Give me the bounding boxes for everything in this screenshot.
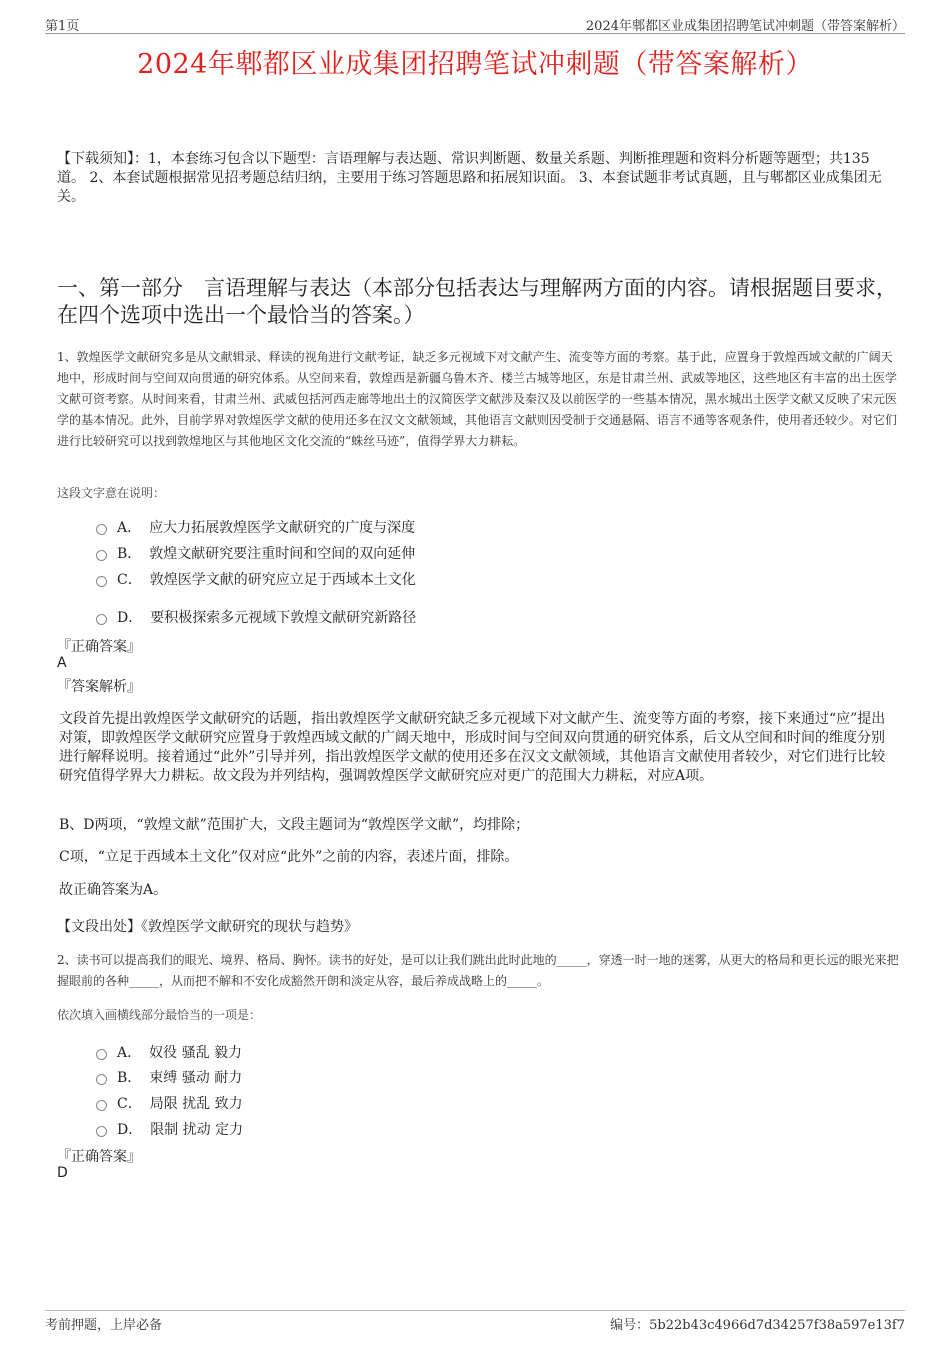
correct-answer: D (57, 1165, 68, 1181)
option-letter: B． (117, 546, 142, 562)
answer-label: 『正确答案』 (57, 639, 141, 655)
answer-label: 『正确答案』 (57, 1149, 141, 1165)
option-text: 限制 扰动 定力 (150, 1122, 244, 1138)
question-1-text: 1、敦煌医学文献研究多是从文献辑录、释读的视角进行文献考证，缺乏多元视域下对文献产生、流变等方面的考察。基于此，应置身于敦煌西域文献的广阔天地中，形成时间与空间双向贯通的研究体系。从空间来看，敦煌西是新疆乌鲁木齐、楼兰古城等地区，东是甘肃兰州、武威等地区，这些地区有丰富的出土医学文献可资考察。从时间来看，甘肃兰州、武威包括河西走廊等地出土的汉简医学文献涉及秦汉及以前医学的一些基本情况，黑水城出土医学文献又反映了宋元医学的基本情况。此外，目前学界对敦煌医学文献的使用还多在汉文文献领域，其他语言文献则因受制于交通悬隔、语言不通等客观条件，使用者还较少。对它们进行比较研究可以找到敦煌地区与其他地区文化交流的“蛛丝马迹”，值得学界大力耕耘。 (57, 350, 898, 448)
page-number: 第1页 (45, 19, 80, 34)
footer-slogan: 考前押题，上岸必备 (45, 1318, 163, 1333)
option-letter: D． (117, 610, 143, 626)
footer-divider (45, 1310, 905, 1311)
radio-icon[interactable] (96, 524, 107, 535)
option-text: 局限 扰乱 致力 (149, 1096, 243, 1112)
option-letter: A． (117, 520, 142, 536)
question-2-text: 2、读书可以提高我们的眼光、境界、格局、胸怀。读书的好处，是可以让我们跳出此时此地的_____，穿透一时一地的迷雾，从更大的格局和更长远的眼光来把握眼前的各种_____，从而把不解和不安化成豁然开朗和淡定从容，最后养成战略上的_____。 (57, 953, 899, 988)
question-2-option-c[interactable] (96, 1093, 243, 1113)
radio-icon[interactable] (96, 1074, 107, 1085)
option-text: 要积极探索多元视域下敦煌文献研究新路径 (150, 610, 417, 626)
option-text: 敦煌文献研究要注重时间和空间的双向延伸 (149, 546, 416, 562)
option-text: 束缚 骚动 耐力 (149, 1070, 243, 1086)
question-2-prompt: 依次填入画横线部分最恰当的一项是： (57, 1008, 262, 1022)
running-header-title: 2024年郫都区业成集团招聘笔试冲刺题（带答案解析） (585, 19, 905, 34)
header-divider (45, 33, 905, 34)
analysis-paragraph: B、D两项，“敦煌文献”范围扩大，文段主题词为“敦煌医学文献”，均排除； (59, 817, 530, 833)
question-1-option-c[interactable] (96, 569, 416, 589)
radio-icon[interactable] (96, 576, 107, 587)
analysis-label: 『答案解析』 (57, 679, 141, 695)
radio-icon[interactable] (96, 550, 107, 561)
option-text: 奴役 骚乱 毅力 (149, 1045, 243, 1061)
question-1-option-d[interactable] (96, 607, 416, 627)
document-title: 2024年郫都区业成集团招聘笔试冲刺题（带答案解析） (137, 49, 813, 80)
analysis-conclusion: 故正确答案为A。 (59, 882, 168, 898)
option-letter: B． (117, 1070, 142, 1086)
question-2-option-d[interactable] (96, 1119, 243, 1139)
option-letter: A． (117, 1045, 142, 1061)
radio-icon[interactable] (96, 614, 107, 625)
option-text: 应大力拓展敦煌医学文献研究的广度与深度 (149, 520, 416, 536)
download-notice: 【下载须知】：1，本套练习包含以下题型：言语理解与表达题、常识判断题、数量关系题、判断推理题和资料分析题等题型；共135道。 2、本套试题根据常见招考题总结归纳，主要用于练习答题思路和拓展知识面。 3、本套试题非考试真题，且与郫都区业成集团无关。 (57, 151, 882, 205)
question-2-option-a[interactable] (96, 1042, 242, 1062)
passage-source: 【文段出处】《敦煌医学文献研究的现状与趋势》 (57, 919, 358, 935)
question-2-option-b[interactable] (96, 1067, 242, 1087)
question-1-option-a[interactable] (96, 517, 415, 537)
option-letter: D． (117, 1122, 143, 1138)
radio-icon[interactable] (96, 1126, 107, 1137)
analysis-paragraph: 文段首先提出敦煌医学文献研究的话题，指出敦煌医学文献研究缺乏多元视域下对文献产生、流变等方面的考察，接下来通过“应”提出对策，即敦煌医学文献研究应置身于敦煌西域文献的广阔天地中，形成时间与空间双向贯通的研究体系，后文从空间和时间的维度分别进行解释说明。接着通过“此外”引导并列，指出敦煌医学文献的使用还多在汉文文献领域，其他语言文献使用者较少，对它们进行比较研究值得学界大力耕耘。故文段为并列结构，强调敦煌医学文献研究应对更广的范围大力耕耘，对应A项。 (59, 711, 886, 784)
question-1-prompt: 这段文字意在说明： (57, 486, 166, 500)
option-letter: C． (117, 572, 142, 588)
document-id: 编号：5b22b43c4966d7d34257f38a597e13f7 (610, 1318, 905, 1333)
radio-icon[interactable] (96, 1100, 107, 1111)
question-1-option-b[interactable] (96, 543, 415, 563)
radio-icon[interactable] (96, 1049, 107, 1060)
option-letter: C． (117, 1096, 142, 1112)
correct-answer: A (57, 655, 67, 671)
analysis-paragraph: C项，“立足于西域本土文化”仅对应“此外”之前的内容，表述片面，排除。 (59, 849, 519, 865)
option-text: 敦煌医学文献的研究应立足于西域本土文化 (149, 572, 416, 588)
section-heading: 一、第一部分 言语理解与表达（本部分包括表达与理解两方面的内容。请根据题目要求，在四个选项中选出一个最恰当的答案。） (57, 276, 897, 327)
